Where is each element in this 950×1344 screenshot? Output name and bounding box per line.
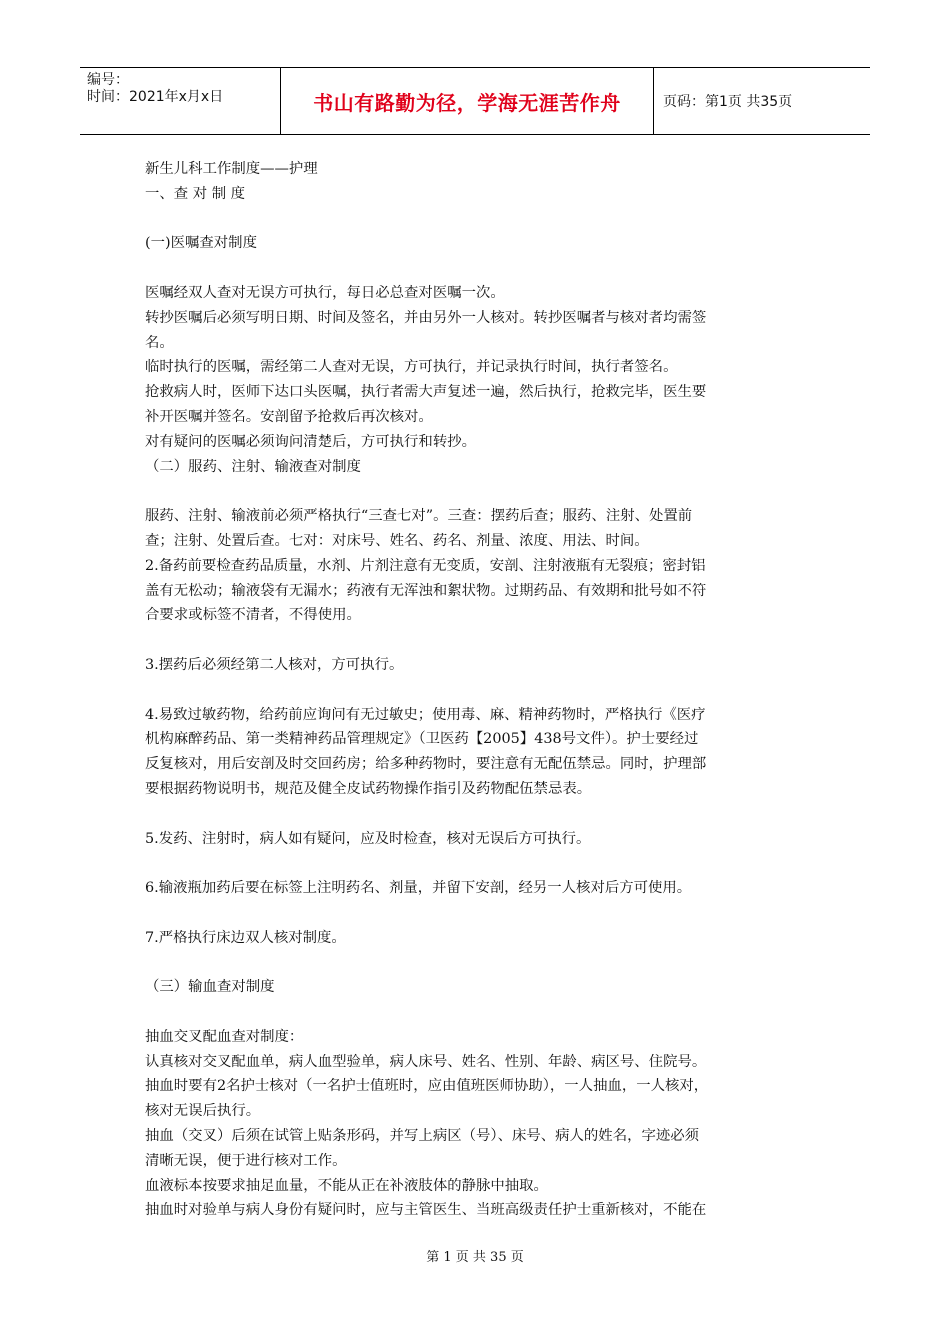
text-line: 2.备药前要检查药品质量，水剂、片剂注意有无变质，安剖、注射液瓶有无裂痕；密封铝 bbox=[145, 557, 706, 574]
header-motto: 书山有路勤为径，学海无涯苦作舟 bbox=[313, 90, 621, 115]
header-page-info: 页码：第1页 共35页 bbox=[663, 94, 793, 110]
blank-line bbox=[145, 207, 809, 232]
doc-number-label: 编号： bbox=[87, 72, 129, 88]
text-line: 名。 bbox=[145, 334, 174, 351]
text-line: 临时执行的医嘱，需经第二人查对无误，方可执行，并记录执行时间，执行者签名。 bbox=[145, 359, 678, 376]
text-line: 4.易致过敏药物，给药前应询问有无过敏史；使用毒、麻、精神药物时，严格执行《医疗 bbox=[145, 706, 706, 723]
text-line: 5.发药、注射时，病人如有疑问，应及时检查，核对无误后方可执行。 bbox=[145, 830, 591, 847]
blank-line bbox=[145, 851, 809, 876]
text-line: 合要求或标签不清者，不得使用。 bbox=[145, 607, 361, 624]
blank-line bbox=[145, 628, 809, 653]
text-line: （二）服药、注射、输液查对制度 bbox=[145, 458, 361, 475]
text-line: 对有疑问的医嘱必须询问清楚后，方可执行和转抄。 bbox=[145, 433, 476, 450]
text-line: 核对无误后执行。 bbox=[145, 1103, 261, 1120]
text-line: 一、查 对 制 度 bbox=[145, 185, 246, 202]
text-line: 3.摆药后必须经第二人核对，方可执行。 bbox=[145, 656, 404, 673]
text-line: 新生儿科工作制度——护理 bbox=[145, 161, 318, 177]
doc-time-label: 时间：2021年x月x日 bbox=[87, 89, 224, 105]
text-line: 6.输液瓶加药后要在标签上注明药名、剂量，并留下安剖，经另一人核对后方可使用。 bbox=[145, 880, 692, 897]
page-header bbox=[80, 67, 870, 135]
header-page-cell bbox=[654, 68, 870, 134]
text-line: 抽血时对验单与病人身份有疑问时，应与主管医生、当班高级责任护士重新核对，不能在 bbox=[145, 1202, 707, 1219]
blank-line bbox=[145, 479, 809, 504]
text-line: 转抄医嘱后必须写明日期、时间及签名，并由另外一人核对。转抄医嘱者与核对者均需签 bbox=[145, 309, 707, 326]
text-line: 7.严格执行床边双人核对制度。 bbox=[145, 929, 346, 946]
blank-line bbox=[145, 256, 809, 281]
document-body bbox=[145, 157, 809, 1223]
text-line: 抢救病人时，医师下达口头医嘱，执行者需大声复述一遍，然后执行，抢救完毕，医生要 bbox=[145, 384, 707, 401]
blank-line bbox=[145, 951, 809, 976]
page-footer: 第 1 页 共 35 页 bbox=[426, 1250, 524, 1265]
text-line: 血液标本按要求抽足血量，不能从正在补液肢体的静脉中抽取。 bbox=[145, 1177, 548, 1194]
header-meta-cell bbox=[80, 68, 281, 134]
text-line: 要根据药物说明书，规范及健全皮试药物操作指引及药物配伍禁忌表。 bbox=[145, 780, 592, 797]
text-line: (一)医嘱查对制度 bbox=[145, 235, 257, 252]
text-line: 抽血时要有2名护士核对（一名护士值班时，应由值班医师协助），一人抽血，一人核对， bbox=[145, 1078, 709, 1095]
text-line: 医嘱经双人查对无误方可执行，每日必总查对医嘱一次。 bbox=[145, 284, 505, 301]
text-line: 抽血交叉配血查对制度： bbox=[145, 1028, 304, 1045]
blank-line bbox=[145, 901, 809, 926]
text-line: 认真核对交叉配血单，病人血型验单，病人床号、姓名、性别、年龄、病区号、住院号。 bbox=[145, 1053, 707, 1070]
text-line: 补开医嘱并签名。安剖留予抢救后再次核对。 bbox=[145, 408, 433, 425]
blank-line bbox=[145, 678, 809, 703]
blank-line bbox=[145, 1000, 809, 1025]
text-line: （三）输血查对制度 bbox=[145, 979, 275, 996]
text-line: 服药、注射、输液前必须严格执行“三查七对”。三查：摆药后查；服药、注射、处置前 bbox=[145, 508, 693, 525]
text-line: 查；注射、处置后查。七对：对床号、姓名、药名、剂量、浓度、用法、时间。 bbox=[145, 532, 649, 549]
text-line: 盖有无松动；输液袋有无漏水；药液有无浑浊和絮状物。过期药品、有效期和批号如不符 bbox=[145, 582, 707, 599]
header-motto-cell bbox=[281, 68, 654, 134]
blank-line bbox=[145, 802, 809, 827]
text-line: 机构麻醉药品、第一类精神药品管理规定》（卫医药【2005】438号文件）。护士要经过 bbox=[145, 731, 699, 748]
text-line: 反复核对，用后安剖及时交回药房；给多种药物时，要注意有无配伍禁忌。同时，护理部 bbox=[145, 756, 707, 773]
text-line: 抽血（交叉）后须在试管上贴条形码，并写上病区（号）、床号、病人的姓名，字迹必须 bbox=[145, 1128, 700, 1145]
text-line: 清晰无误，便于进行核对工作。 bbox=[145, 1152, 347, 1169]
